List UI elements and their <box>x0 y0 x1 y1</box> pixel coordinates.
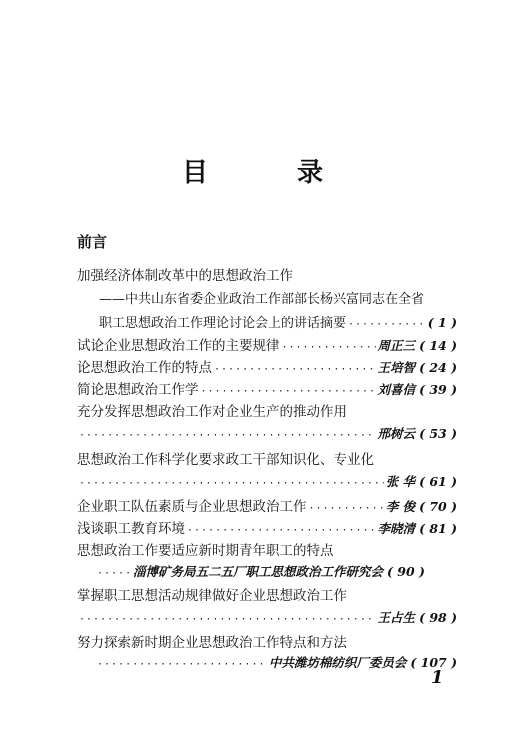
toc-entry-page: ( 107 ) <box>410 655 457 670</box>
dot-leader <box>97 659 267 670</box>
toc-entry <box>77 448 457 470</box>
toc-entry-title: 职工思想政治工作理论讨论会上的讲话摘要 <box>99 316 347 331</box>
toc-entry-page: ( 1 ) <box>427 315 457 330</box>
dot-leader <box>309 503 384 514</box>
dot-leader <box>282 342 376 353</box>
toc-entry <box>77 517 457 539</box>
toc-entry-title: 加强经济体制改革中的思想政治工作 <box>77 268 293 284</box>
toc-entry-page: ( 24 ) <box>419 360 457 375</box>
toc-entry-author: 中共潍坊棉纺织厂委员会 <box>268 655 407 670</box>
toc-entry-byline <box>77 608 457 630</box>
toc-entry <box>77 334 457 356</box>
toc-entry-author: 淄博矿务局五二五厂职工思想政治工作研究会 <box>133 564 384 579</box>
toc-entry <box>77 631 457 653</box>
toc-entry <box>99 312 457 334</box>
toc-entry-title: 思想政治工作要适应新时期青年职工的特点 <box>77 543 334 559</box>
toc-entry-author: 李 俊 <box>385 499 416 514</box>
toc-entry <box>77 539 457 561</box>
toc-entry <box>77 264 457 286</box>
page-number: 1 <box>431 667 444 688</box>
toc-entry-title: 思想政治工作科学化要求政工干部知识化、专业化 <box>77 452 374 468</box>
toc-entry-title: 企业职工队伍素质与企业思想政治工作 <box>77 499 307 515</box>
toc-entry-title: 试论企业思想政治工作的主要规律 <box>77 338 280 354</box>
toc-entry <box>77 356 457 378</box>
dot-leader <box>97 568 131 579</box>
toc-entry-page: ( 98 ) <box>419 610 457 625</box>
toc-entry-author: 张 华 <box>385 474 416 489</box>
toc-entry-title: 论思想政治工作的特点 <box>77 360 212 376</box>
toc-entry-author: 王占生 <box>377 610 416 625</box>
toc-entry-page: ( 70 ) <box>419 499 457 514</box>
toc-entry-subtitle <box>99 288 457 310</box>
toc-entry-author: 李晓清 <box>377 521 416 536</box>
toc-entry-page: ( 53 ) <box>419 426 457 441</box>
toc-entry-title: ——中共山东省委企业政治工作部部长杨兴富同志在全省 <box>99 292 425 307</box>
toc-entry-page: ( 14 ) <box>419 338 457 353</box>
dot-leader <box>348 319 422 330</box>
toc-entry-title: 简论思想政治工作学 <box>77 382 199 398</box>
toc-entry <box>77 400 457 422</box>
toc-entry <box>77 495 457 517</box>
toc-entry-title: 浅谈职工教育环境 <box>77 521 185 537</box>
toc-entry-byline <box>95 653 457 675</box>
toc-entry-title: 努力探索新时期企业思想政治工作特点和方法 <box>77 635 347 651</box>
toc-entry-page: ( 39 ) <box>419 382 457 397</box>
toc-entry-byline <box>95 562 457 584</box>
dot-leader <box>79 478 384 489</box>
dot-leader <box>79 430 376 441</box>
dot-leader <box>201 386 376 397</box>
toc-entry-author: 周正三 <box>377 338 416 353</box>
dot-leader <box>214 364 376 375</box>
toc-entry-page: ( 90 ) <box>387 564 425 579</box>
toc-entry-byline <box>77 472 457 494</box>
dot-leader <box>79 614 376 625</box>
toc-entry <box>77 584 457 606</box>
toc-entry-byline <box>77 424 457 446</box>
toc-entry-author: 刘喜信 <box>377 382 416 397</box>
toc-entry-author: 王培智 <box>377 360 416 375</box>
toc-entry-page: ( 81 ) <box>419 521 457 536</box>
toc-entry-author: 邢树云 <box>377 426 416 441</box>
toc-entry <box>77 378 457 400</box>
page-title: 目 录 <box>181 158 364 188</box>
toc-entry-title: 充分发挥思想政治工作对企业生产的推动作用 <box>77 404 347 420</box>
dot-leader <box>187 525 376 536</box>
toc-entry-title: 掌握职工思想活动规律做好企业思想政治工作 <box>77 588 347 604</box>
toc-entry-page: ( 61 ) <box>419 474 457 489</box>
preface-heading: 前言 <box>77 233 108 251</box>
